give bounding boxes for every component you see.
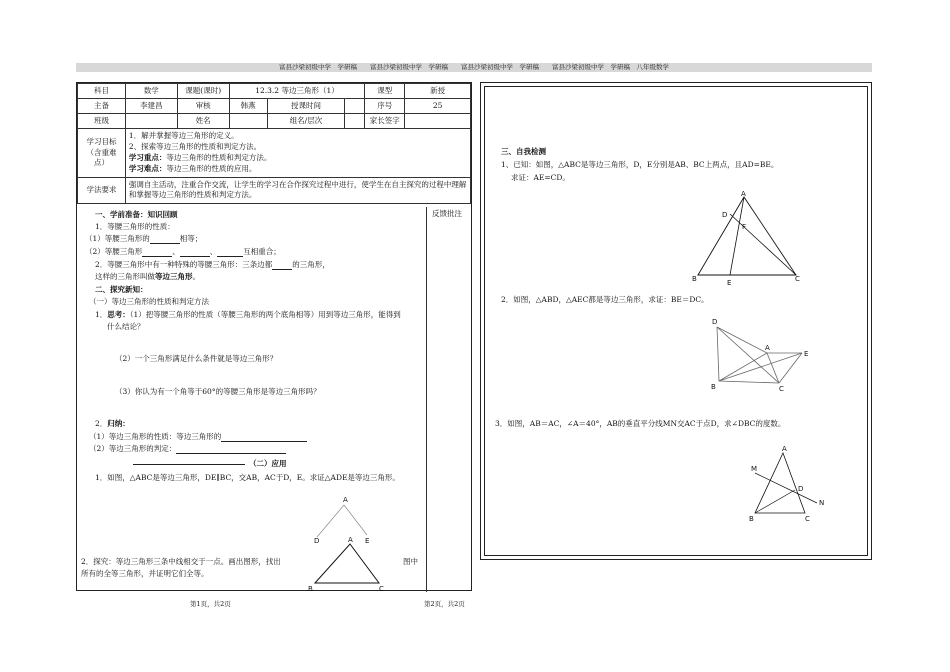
test-q1-cont: 求证：AE=CD。 <box>511 173 570 182</box>
blank-2[interactable] <box>142 248 172 257</box>
t2-label-b: B <box>711 383 716 391</box>
think-q1-cont: 什么结论？ <box>107 322 145 331</box>
t2-label-e: E <box>804 350 809 358</box>
think-q3: （3）你认为有一个角等于60°的等腰三角形是等边三角形吗？ <box>115 387 321 396</box>
blank-3[interactable] <box>180 248 210 257</box>
think-q1-text: （1）把等腰三角形的性质（等腰三角形的两个底角相等）用到等边三角形，能得到 <box>129 310 401 319</box>
reviewer-value: 韩燕 <box>229 99 267 114</box>
t3-label-d: D <box>798 485 804 493</box>
recall-3d: 互相重合； <box>243 247 281 256</box>
t3-label-n: N <box>819 499 825 507</box>
footer-left: 第1页，共2页 <box>190 600 231 608</box>
test-q3: 3．如图，AB＝AC，∠A＝40°，AB的垂直平分线MN交AC于点D，求∠DBC的度数。 <box>495 419 786 428</box>
recall-5b: 等边三角形 <box>155 272 193 281</box>
t3-label-b: B <box>749 515 754 523</box>
think-q1 <box>95 310 401 320</box>
think-q2: （2）一个三角形满足什么条件就是等边三角形？ <box>115 354 278 363</box>
figure-ade-partial <box>309 495 369 543</box>
editor-label: 主备 <box>78 99 126 114</box>
topic-label: 课题(课时) <box>177 84 229 99</box>
time-label: 授课时间 <box>267 99 345 114</box>
t1-label-d: D <box>722 211 728 219</box>
name-value[interactable] <box>229 114 267 129</box>
subject-value: 数学 <box>125 84 177 99</box>
section-3-title: 三、自我检测 <box>501 147 546 156</box>
parent-label: 家长签字 <box>365 114 405 129</box>
recall-4b: 的三角形， <box>292 260 330 269</box>
right-page <box>480 82 872 560</box>
recall-3b: 、 <box>172 247 180 256</box>
summary-num: 2． <box>95 419 108 428</box>
left-page <box>76 82 472 591</box>
editor-value: 李建昌 <box>125 99 177 114</box>
type-label: 课型 <box>365 84 405 99</box>
seq-value: 25 <box>405 99 471 114</box>
parent-value[interactable] <box>405 114 471 129</box>
t2-label-a: A <box>765 344 770 352</box>
t3-label-a: A <box>782 445 787 453</box>
fig2-label-c: C <box>379 585 384 592</box>
goal-key-label: 学习重点： <box>128 152 167 162</box>
recall-3a: （2）等腰三角形 <box>85 247 143 256</box>
header-banner: 富县沙梁初级中学 学研稿 富县沙梁初级中学 学研稿 富县沙梁初级中学 学研稿 富县沙梁初级中学 学研稿 八年级数学 <box>76 63 872 72</box>
figure-test-3 <box>743 443 829 523</box>
blank-6[interactable] <box>221 433 307 442</box>
t1-label-e: E <box>727 279 732 287</box>
seq-label: 序号 <box>365 99 405 114</box>
group-value[interactable] <box>345 114 365 129</box>
fig1-label-e: E <box>365 537 369 543</box>
goal-key-text: 等边三角形的性质和判定方法。 <box>166 152 272 162</box>
section-1-title: 一、学前准备：知识回顾 <box>95 210 178 219</box>
think-label: 思考： <box>107 310 130 319</box>
method-text: 强调自主活动，注重合作交流，让学生的学习在合作探究过程中进行，使学生在自主探究的过程中理解和掌握等边三角形的性质和判定方法。 <box>125 177 470 204</box>
footer-right: 第2页，共2页 <box>424 600 465 608</box>
goal-item-2: 2、探索等边三角形的性质和判定方法。 <box>128 141 262 151</box>
feedback-label: 反馈批注 <box>432 209 462 218</box>
blank-7[interactable] <box>176 445 286 454</box>
goals-label: 学习目标（含重难点） <box>78 129 126 178</box>
figure-triangle-abc <box>307 537 387 592</box>
reviewer-label: 审核 <box>177 99 229 114</box>
recall-line-3 <box>85 247 281 257</box>
class-label: 班级 <box>78 114 126 129</box>
fig1-label-a: A <box>343 496 348 504</box>
section-2-title: 二、探究新知： <box>95 285 148 294</box>
recall-line-4 <box>95 260 330 270</box>
blank-5[interactable] <box>272 261 292 270</box>
fig2-label-a: A <box>348 537 353 544</box>
method-label: 学法要求 <box>78 177 126 204</box>
summary-title <box>95 419 130 429</box>
blank-4[interactable] <box>217 248 243 257</box>
subject-label: 科目 <box>78 84 126 99</box>
figure-test-1 <box>686 187 806 287</box>
goals-content <box>125 129 470 178</box>
summary-property-text: （1）等边三角形的性质：等边三角形的 <box>89 432 222 441</box>
t2-label-d: D <box>712 318 718 326</box>
class-value[interactable] <box>125 114 177 129</box>
summary-judgement-text: （2）等边三角形的判定： <box>89 444 177 453</box>
t1-label-c: C <box>795 275 800 283</box>
subsection-1-title: （一）等边三角形的性质和判定方法 <box>89 297 209 306</box>
recall-4a: 2．等腰三角形中有一种特殊的等腰三角形：三条边都 <box>95 260 273 269</box>
recall-3c: 、 <box>209 247 218 256</box>
t3-label-c: C <box>805 515 810 523</box>
test-q1: 1、已知：如图，△ABC是等边三角形，D，E分别是AB、BC上两点，且AD=BE。 <box>501 160 779 169</box>
group-label: 组名/层次 <box>267 114 345 129</box>
summary-judgement <box>89 444 286 454</box>
recall-line-5: 这样的三角形叫做等边三角形。 <box>95 272 200 281</box>
figure-test-2 <box>707 315 817 395</box>
goal-diff-text: 等边三角形的性质的应用。 <box>166 163 257 173</box>
blank-1[interactable] <box>150 235 180 244</box>
think-q1-num: 1． <box>95 310 108 319</box>
recall-line-2 <box>85 234 202 244</box>
recall-line-1: 1．等腰三角形的性质： <box>95 222 175 231</box>
goal-diff-label: 学习难点： <box>128 163 167 173</box>
goal-key <box>129 153 467 164</box>
application-title: （二）应用 <box>249 459 287 468</box>
t1-label-a: A <box>741 190 746 198</box>
goal-difficulty <box>129 164 467 175</box>
time-value[interactable] <box>345 99 365 114</box>
application-q2-tail: 图中 <box>403 557 418 566</box>
summary-property <box>89 432 307 442</box>
blank-8[interactable] <box>133 464 245 465</box>
recall-2b: 相等； <box>179 234 203 243</box>
test-q2: 2．如图，△ABD，△AEC都是等边三角形，求证：BE＝DC。 <box>501 295 709 304</box>
topic-value: 12.3.2 等边三角形（1） <box>229 84 365 99</box>
t1-label-b: B <box>692 275 697 283</box>
recall-2a: （1）等腰三角形的 <box>85 234 150 243</box>
goal-item-1: 1．解并掌握等边三角形的定义。 <box>128 131 239 140</box>
type-value: 新授 <box>405 84 471 99</box>
recall-5a: 这样的三角形叫做 <box>95 272 155 281</box>
left-content-area <box>77 207 427 592</box>
t2-label-c: C <box>779 385 784 393</box>
application-q1: 1．如图，△ABC是等边三角形，DE∥BC，交AB，AC于D，E。求证△ADE是等边三角形。 <box>95 473 400 482</box>
summary-label: 归纳： <box>107 419 130 428</box>
application-q2: 2．探究：等边三角形三条中线相交于一点。画出图形，找出 <box>81 557 281 566</box>
fig1-label-d: D <box>314 537 320 543</box>
application-q2-cont: 所有的全等三角形，并证明它们全等。 <box>81 569 209 578</box>
fig2-label-b: B <box>308 585 313 592</box>
name-label: 姓名 <box>177 114 229 129</box>
t3-label-m: M <box>751 465 758 473</box>
lesson-info-table <box>77 83 471 204</box>
t1-label-f: F <box>742 223 747 231</box>
